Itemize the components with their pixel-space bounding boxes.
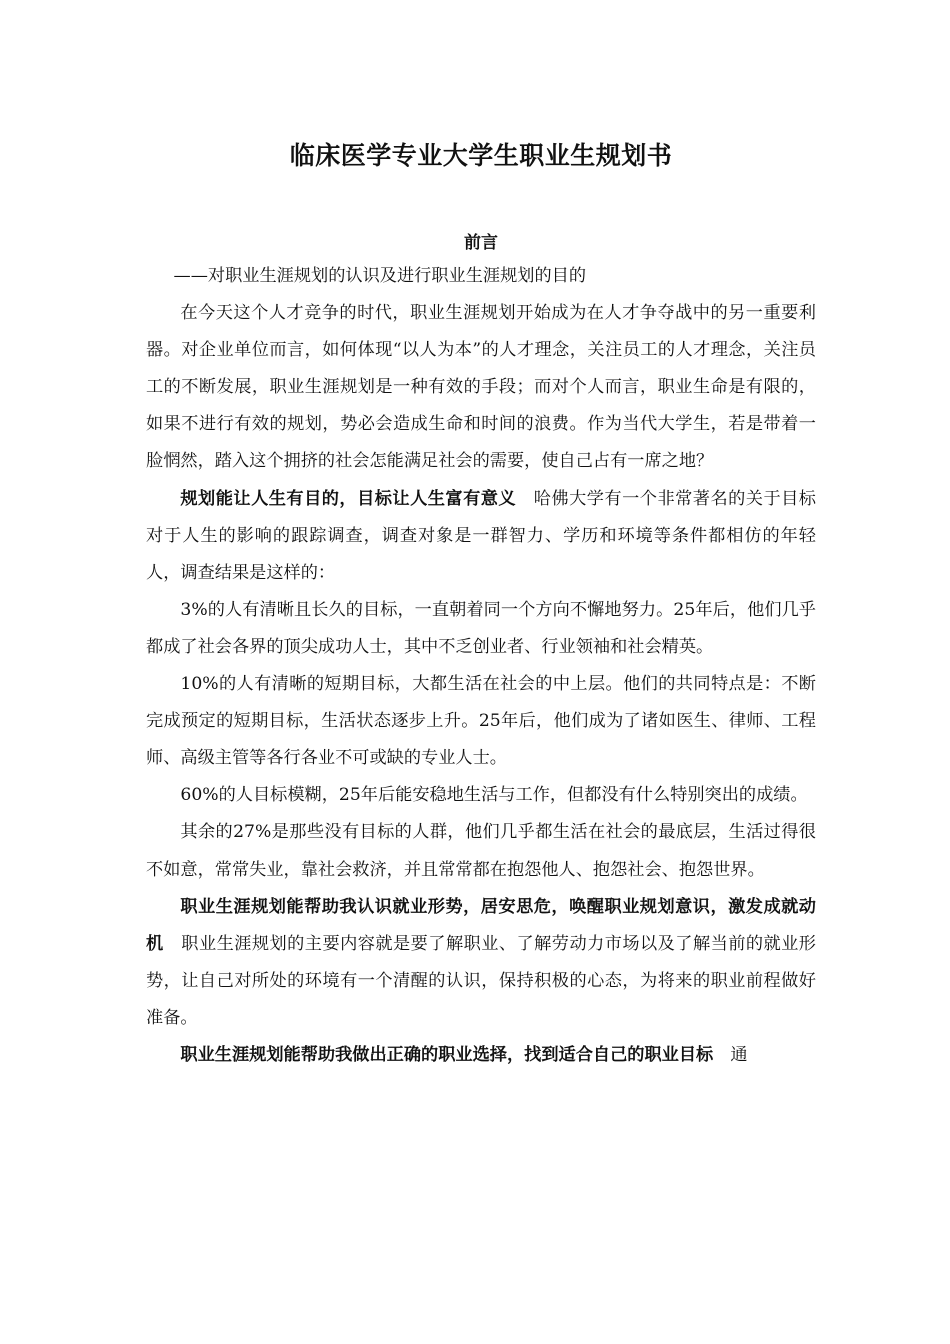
section-title: 前言 xyxy=(464,233,498,253)
paragraph-4 xyxy=(146,666,816,777)
subtitle-line: ——对职业生涯规划的认识及进行职业生涯规划的目的 xyxy=(173,266,587,286)
paragraph-text: 10%的人有清晰的短期目标，大都生活在社会的中上层。他们的共同特点是：不断完成预定的短期目标，生活状态逐步上升。25年后，他们成为了诸如医生、律师、工程师、高级主管等各行各业不可或缺的专业人士。 xyxy=(146,674,816,769)
paragraph-1 xyxy=(146,295,816,480)
paragraph-text: 哈佛大学有一个非常著名的关于目标对于人生的影响的跟踪调查，调查对象是一群智力、学历和环境等条件都相仿的年轻人，调查结果是这样的： xyxy=(146,488,816,583)
paragraph-2 xyxy=(146,481,816,592)
paragraph-heading: 规划能让人生有目的，目标让人生富有意义 xyxy=(180,488,517,509)
paragraph-text: 职业生涯规划的主要内容就是要了解职业、了解劳动力市场以及了解当前的就业形势，让自己对所处的环境有一个清醒的认识，保持积极的心态，为将来的职业前程做好准备。 xyxy=(146,933,816,1028)
body-text xyxy=(146,258,816,1074)
paragraph-3 xyxy=(146,592,816,666)
paragraph-heading: 职业生涯规划能帮助我做出正确的职业选择，找到适合自己的职业目标 xyxy=(180,1044,714,1065)
paragraph-text: 其余的27%是那些没有目标的人群，他们几乎都生活在社会的最底层，生活过得很不如意，常常失业，靠社会救济，并且常常都在抱怨他人、抱怨社会、抱怨世界。 xyxy=(146,822,816,880)
paragraph-heading: 职业生涯规划能帮助我认识就业形势，居安思危，唤醒职业规划意识，激发成就动机 xyxy=(146,896,816,954)
paragraph-text: 60%的人目标模糊，25年后能安稳地生活与工作，但都没有什么特别突出的成绩。 xyxy=(180,785,808,806)
document-title: 临床医学专业大学生职业生规划书 xyxy=(289,141,673,170)
paragraph-6 xyxy=(146,814,816,888)
paragraph-text: 在今天这个人才竞争的时代，职业生涯规划开始成为在人才争夺战中的另一重要利器。对企业单位而言，如何体现“以人为本”的人才理念，关注员工的人才理念，关注员工的不断发展，职业生涯规划是一种有效的手段；而对个人而言，职业生命是有限的，如果不进行有效的规划，势必会造成生命和时间的浪费。作为当代大学生，若是带着一脸惘然，踏入这个拥挤的社会怎能满足社会的需要，使自己占有一席之地？ xyxy=(146,303,816,472)
paragraph-7 xyxy=(146,889,816,1037)
paragraph-text: 通 xyxy=(730,1044,748,1065)
paragraph-8 xyxy=(146,1037,816,1074)
paragraph-text: 3%的人有清晰且长久的目标，一直朝着同一个方向不懈地努力。25年后，他们几乎都成了社会各界的顶尖成功人士，其中不乏创业者、行业领袖和社会精英。 xyxy=(146,599,816,657)
paragraph-5 xyxy=(146,777,816,814)
